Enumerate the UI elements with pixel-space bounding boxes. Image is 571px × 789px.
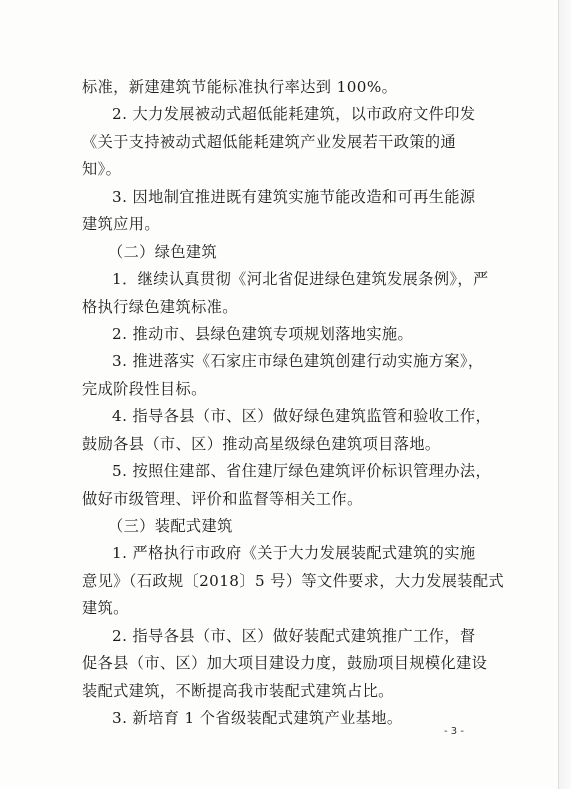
- text-line-8: 1．继续认真贯彻《河北省促进绿色建筑发展条例》，严: [112, 270, 489, 289]
- text-line-23: 装配式建筑，不断提高我市装配式建筑占比。: [82, 681, 394, 700]
- text-line-15: 5. 按照住建部、省住建厅绿色建筑评价标识管理办法，: [112, 462, 492, 481]
- text-line-22: 促各县（市、区）加大项目建设力度，鼓励项目规模化建设: [82, 654, 488, 673]
- text-line-9: 格执行绿色建筑标准。: [82, 297, 238, 316]
- text-line-21: 2. 指导各县（市、区）做好装配式建筑推广工作，督: [112, 626, 476, 645]
- section-heading-prefab-building: （三）装配式建筑: [108, 517, 233, 535]
- text-line-13: 4. 指导各县（市、区）做好绿色建筑监管和验收工作，: [112, 407, 492, 426]
- text-line-20: 建筑。: [82, 599, 129, 618]
- text-line-14: 鼓励各县（市、区）推动高星级绿色建筑项目落地。: [82, 434, 441, 453]
- text-line-19: 意见》（石政规〔2018〕5 号）等文件要求，大力发展装配式: [82, 571, 505, 590]
- text-line-5: 3. 因地制宜推进既有建筑实施节能改造和可再生能源: [112, 187, 476, 206]
- text-line-10: 2. 推动市、县绿色建筑专项规划落地实施。: [112, 324, 414, 343]
- text-line-1: 标准，新建建筑节能标准执行率达到 100%。: [82, 78, 398, 96]
- text-line-16: 做好市级管理、评价和监督等相关工作。: [82, 489, 363, 508]
- section-heading-green-building: （二）绿色建筑: [108, 242, 218, 261]
- text-line-3: 《关于支持被动式超低能耗建筑产业发展若干政策的通: [82, 132, 457, 151]
- text-line-11: 3. 推进落实《石家庄市绿色建筑创建行动实施方案》，: [112, 352, 484, 371]
- text-line-24: 3. 新培育 1 个省级装配式建筑产业基地。: [112, 709, 403, 728]
- scan-edge: [558, 0, 571, 789]
- text-line-18: 1. 严格执行市政府《关于大力发展装配式建筑的实施: [112, 544, 476, 563]
- text-line-4: 知》。: [82, 160, 122, 179]
- text-line-2: 2. 大力发展被动式超低能耗建筑，以市政府文件印发: [112, 105, 476, 124]
- text-line-12: 完成阶段性目标。: [82, 379, 207, 398]
- text-line-6: 建筑应用。: [82, 215, 160, 234]
- body-text: [82, 74, 505, 733]
- page-number: - 3 -: [444, 726, 464, 737]
